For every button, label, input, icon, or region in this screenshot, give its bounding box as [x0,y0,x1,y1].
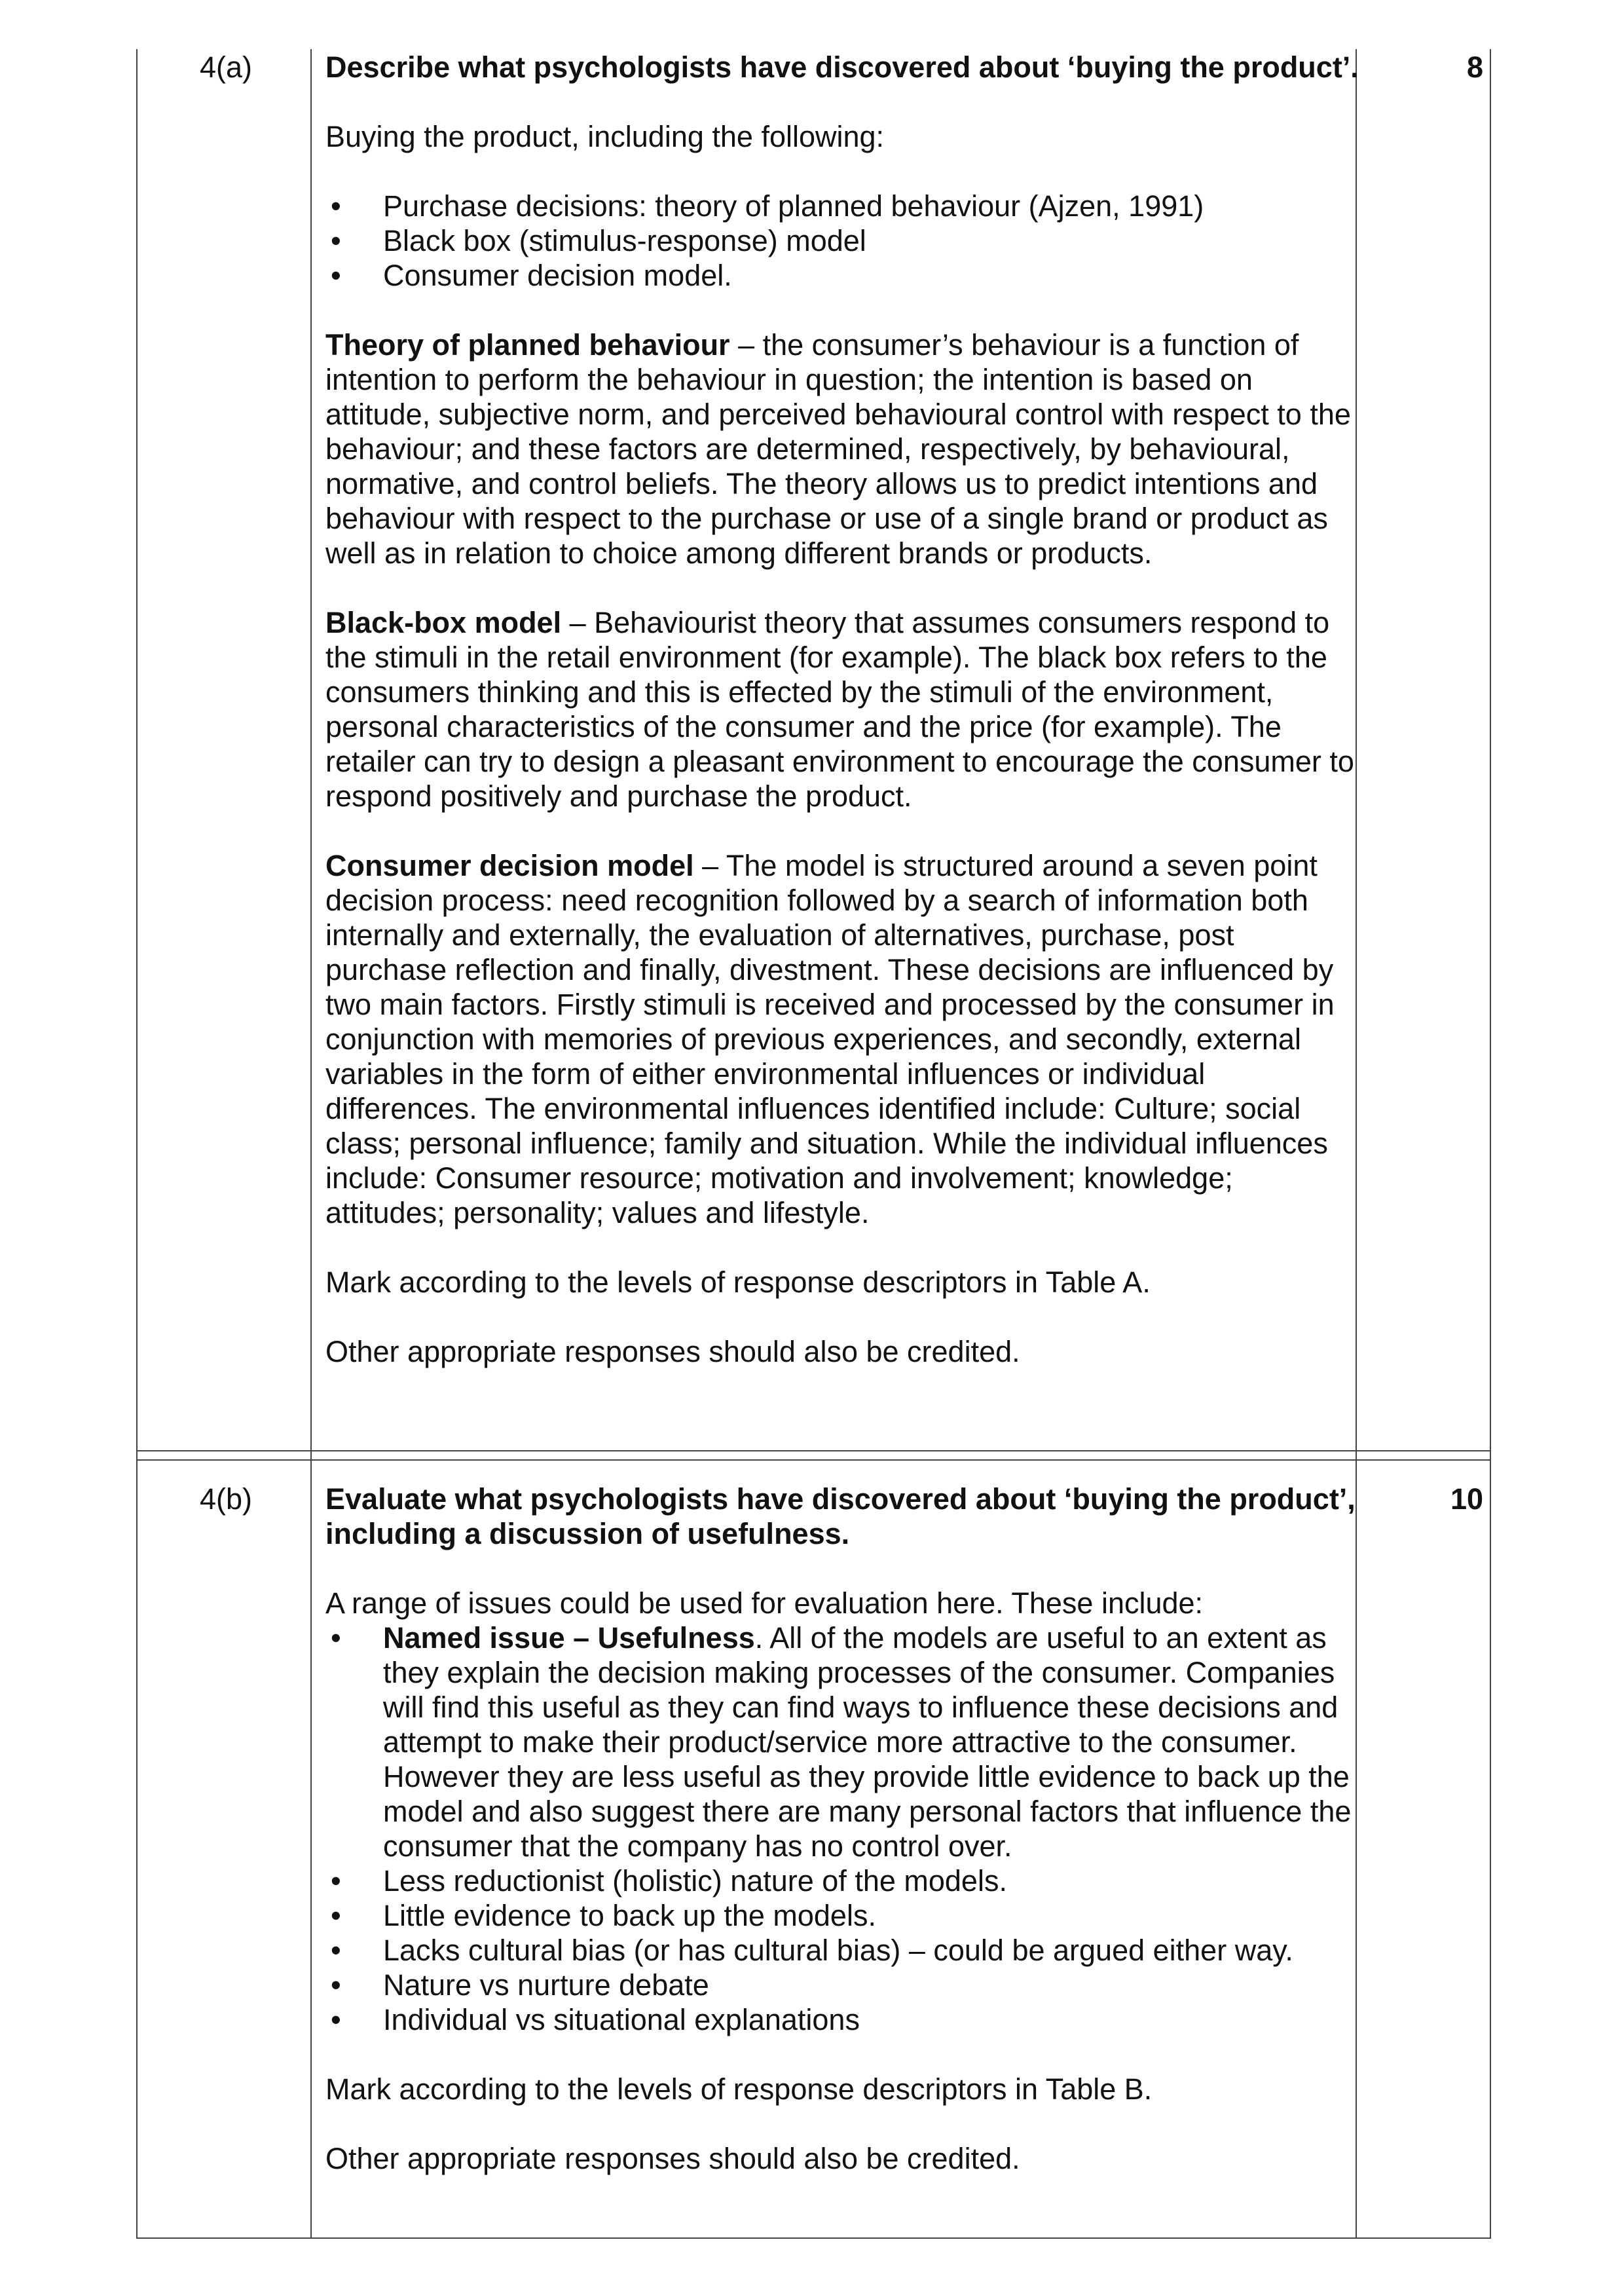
row-separator-top [136,1450,1491,1451]
question-number: 4(b) [199,1482,253,1516]
list-item: • Individual vs situational explanations [331,2003,860,2036]
evaluation-list [325,1620,1360,2037]
question-content [325,1482,1360,2176]
blackbox-paragraph: Black-box model – Behaviourist theory that assumes consumers respond to the stimuli in the retail environment (for example). The black box refers to the consumers thinking and this is effected by the stimuli of the environment, personal characteristics of the consumer and the price (for example). The retailer can try to design a pleasant environment to encourage the consumer to respond positively and purchase the product. [325,606,1354,813]
intro-text: A range of issues could be used for evaluation here. These include: [325,1586,1204,1620]
list-item: • Named issue – Usefulness. All of the models are useful to an extent as they explain the decision making processes of the consumer. Companies will find this useful as they can find ways to influence these decisions and attempt to make their product/service more attractive to the consumer. However they are less useful as they provide little evidence to back up the model and also suggest there are many personal factors that influence the consumer that the company has no control over. [331,1621,1352,1863]
cdm-paragraph: Consumer decision model – The model is structured around a seven point decision process: need recognition followed by a search of information both internally and externally, the evaluation of alternatives, purchase, post purchase reflection and finally, divestment. These decisions are influenced by two main factors. Firstly stimuli is received and processed by the consumer in conjunction with memories of previous experiences, and secondly, external variables in the form of either environmental influences or individual differences. The environmental influences identified include: Culture; social class; personal influence; family and situation. While the individual influences include: Consumer resource; motivation and involvement; knowledge; attitudes; personality; values and lifestyle. [325,849,1335,1229]
usefulness-term: Named issue – Usefulness [383,1621,755,1655]
blackbox-term: Black-box model [325,606,562,639]
table-border-bottom [136,2237,1491,2239]
table-border-right [1490,49,1491,2239]
row-separator-bottom [136,1459,1491,1461]
table-divider-question [310,49,312,2239]
question-number: 4(a) [199,50,253,84]
list-item: • Lacks cultural bias (or has cultural bias) – could be argued either way. [331,1934,1293,1967]
list-item: • Black box (stimulus-response) model [331,224,866,257]
tpb-term: Theory of planned behaviour [325,328,730,362]
list-item: • Less reductionist (holistic) nature of the models. [331,1864,1007,1898]
credit-note: Other appropriate responses should also be credited. [325,2142,1020,2175]
list-item: • Nature vs nurture debate [331,1968,709,2002]
mark-scheme-note: Mark according to the levels of response descriptors in Table B. [325,2072,1153,2106]
marks: 8 [1466,50,1483,84]
mark-scheme-note: Mark according to the levels of response descriptors in Table A. [325,1265,1151,1299]
list-item: • Little evidence to back up the models. [331,1899,876,1932]
marks: 10 [1450,1482,1483,1516]
topic-list [325,189,1360,293]
question-heading: Describe what psychologists have discovered about ‘buying the product’. [325,50,1359,84]
question-content [325,50,1360,1369]
cdm-term: Consumer decision model [325,849,694,882]
list-item: • Purchase decisions: theory of planned behaviour (Ajzen, 1991) [331,189,1204,223]
list-item: • Consumer decision model. [331,259,732,292]
intro-text: Buying the product, including the following: [325,120,885,153]
tpb-paragraph: Theory of planned behaviour – the consumer’s behaviour is a function of intention to perform the behaviour in question; the intention is based on attitude, subjective norm, and perceived behavioural control with respect to the behaviour; and these factors are determined, respectively, by behavioural, normative, and control beliefs. The theory allows us to predict intentions and behaviour with respect to the purchase or use of a single brand or product as well as in relation to choice among different brands or products. [325,328,1351,570]
credit-note: Other appropriate responses should also be credited. [325,1335,1020,1368]
table-border-left [136,49,138,2239]
question-heading: Evaluate what psychologists have discovered about ‘buying the product’, including a discussion of usefulness. [325,1482,1356,1550]
